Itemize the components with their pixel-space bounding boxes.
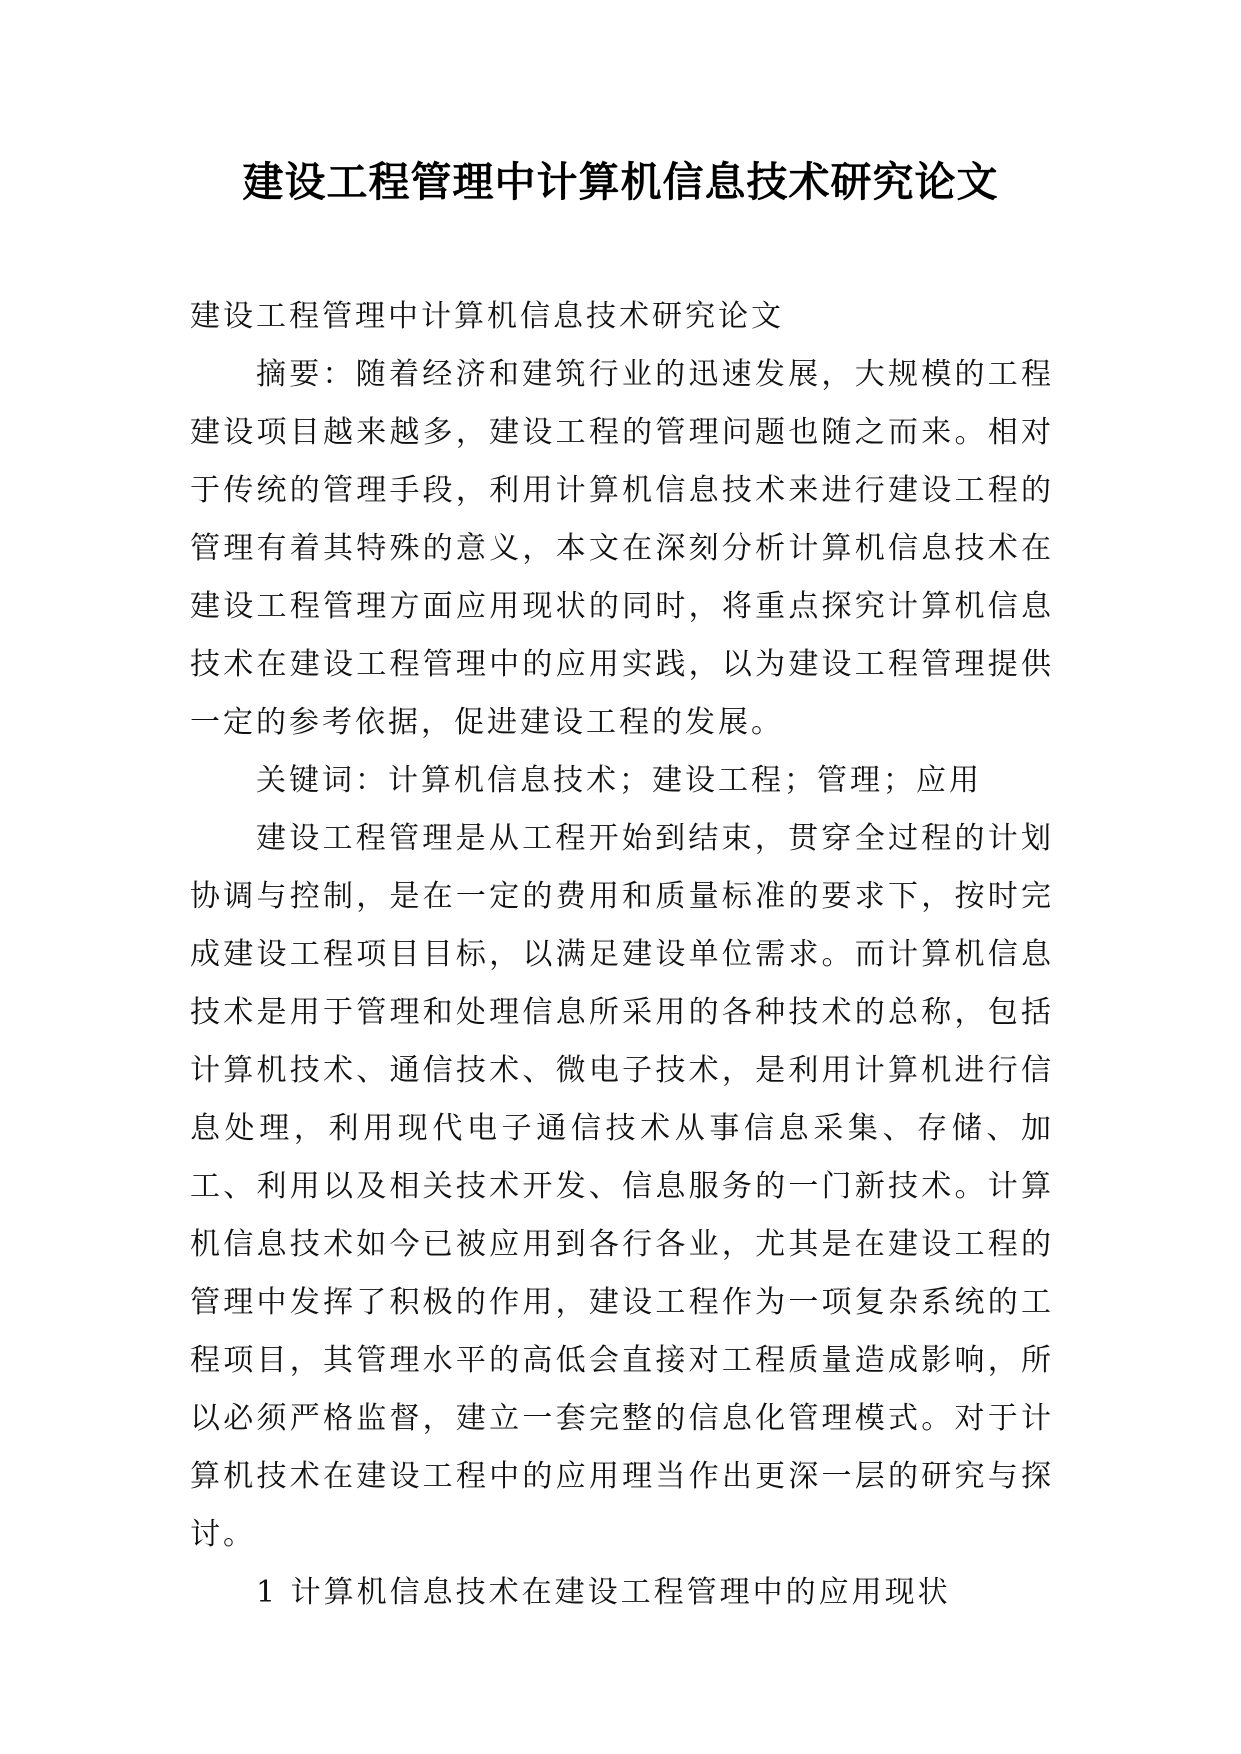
abstract-paragraph: 摘要：随着经济和建筑行业的迅速发展，大规模的工程建设项目越来越多，建设工程的管理问题也随之而来。相对于传统的管理手段，利用计算机信息技术来进行建设工程的管理有着其特殊的意义，本文在深刻分析计算机信息技术在建设工程管理方面应用现状的同时，将重点探究计算机信息技术在建设工程管理中的应用实践，以为建设工程管理提供一定的参考依据，促进建设工程的发展。 <box>190 357 1054 740</box>
subtitle-line: 建设工程管理中计算机信息技术研究论文 <box>190 299 784 334</box>
document-body <box>190 288 1054 1622</box>
document-title: 建设工程管理中计算机信息技术研究论文 <box>242 158 999 206</box>
intro-paragraph: 建设工程管理是从工程开始到结束，贯穿全过程的计划协调与控制，是在一定的费用和质量标准的要求下，按时完成建设工程项目目标，以满足建设单位需求。而计算机信息技术是用于管理和处理信息所采用的各种技术的总称，包括计算机技术、通信技术、微电子技术，是利用计算机进行信息处理，利用现代电子通信技术从事信息采集、存储、加工、利用以及相关技术开发、信息服务的一门新技术。计算机信息技术如今已被应用到各行各业，尤其是在建设工程的管理中发挥了积极的作用，建设工程作为一项复杂系统的工程项目，其管理水平的高低会直接对工程质量造成影响，所以必须严格监督，建立一套完整的信息化管理模式。对于计算机技术在建设工程中的应用理当作出更深一层的研究与探讨。 <box>190 821 1054 1552</box>
section-heading: 1 计算机信息技术在建设工程管理中的应用现状 <box>256 1575 951 1610</box>
keywords-line: 关键词：计算机信息技术；建设工程；管理；应用 <box>256 763 982 798</box>
